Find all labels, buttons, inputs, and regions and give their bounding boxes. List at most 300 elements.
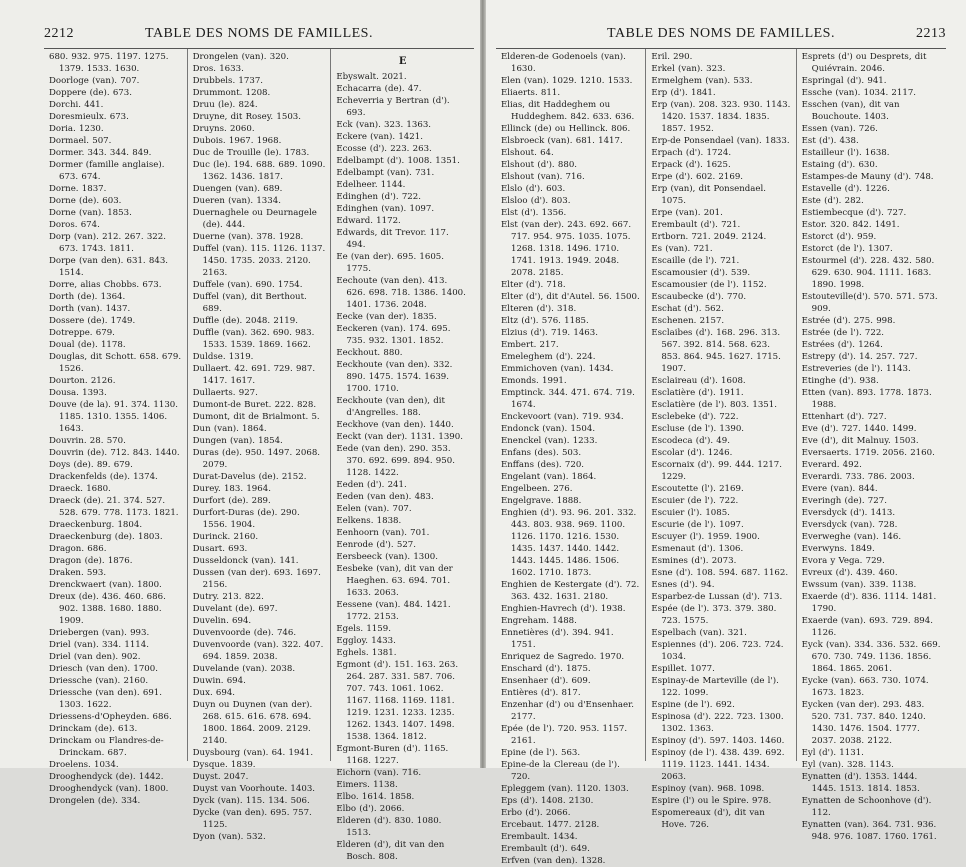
index-entry: Eckere (van). 1421. xyxy=(336,132,423,142)
index-entry: Edwards, dit Trevor. 117. 494. xyxy=(336,228,449,250)
index-entry: Erp (van). 208. 323. 930. 1143. 1420. 1537. 1834. 1835. 1857. 1952. xyxy=(651,100,791,134)
index-entry: Estourmel (d'). 228. 432. 580. 629. 630. 904. 1111. 1683. 1890. 1998. xyxy=(801,256,935,290)
index-entry: Elbo (d'). 2066. xyxy=(336,804,405,814)
right-page xyxy=(486,0,966,866)
index-entry: Engelant (van). 1864. xyxy=(501,472,597,482)
index-entry: Doual (de). 1178. xyxy=(49,340,126,350)
index-entry: Erp-de Ponsendael (van). 1833. xyxy=(651,136,790,146)
index-entry: Elshout (van). 716. xyxy=(501,172,585,182)
index-entry: Emmichoven (van). 1434. xyxy=(501,364,614,374)
index-entry: Eimers. 1138. xyxy=(336,780,398,790)
index-entry: Douglas, dit Schott. 658. 679. 1526. xyxy=(49,352,182,374)
index-entry: Erpack (d'). 1625. xyxy=(651,160,731,170)
index-entry: Erp (d'). 1841. xyxy=(651,88,716,98)
index-entry: Engelgrave. 1888. xyxy=(501,496,582,506)
index-entry: Ettenhart (d'). 727. xyxy=(801,412,887,422)
index-entry: Ensenhaer (d'). 609. xyxy=(501,676,591,686)
index-entry: Draeckenburg (de). 1803. xyxy=(49,532,163,542)
index-entry: Eps (d'). 1408. 2130. xyxy=(501,796,594,806)
index-entry: Enghien-Havrech (d'). 1938. xyxy=(501,604,626,614)
index-entry: Dossere (de). 1749. xyxy=(49,316,136,326)
index-entry: Duengen (van). 689. xyxy=(192,184,283,194)
index-entry: Doppere (de). 673. xyxy=(49,88,132,98)
index-entry: Enghien (d'). 93. 96. 201. 332. 443. 803. 938. 969. 1100. 1126. 1170. 1216. 1530. 1435. 1437. 1440. 1442. 1443. 1445. 1486. 1506. 1602. 1710. 1873. xyxy=(501,508,637,578)
index-entry: Estrée (d'). 275. 998. xyxy=(801,316,896,326)
index-entry: Durey. 183. 1964. xyxy=(192,484,271,494)
index-entry: Dubois. 1967. 1968. xyxy=(192,136,282,146)
index-entry: Epée (de l'). 720. 953. 1157. 2161. xyxy=(501,724,628,746)
index-entry: Esmenaut (d'). 1306. xyxy=(651,544,744,554)
index-entry: Dux. 694. xyxy=(192,688,236,698)
index-entry: Eversaerts. 1719. 2056. 2160. xyxy=(801,448,935,458)
index-entry: Drongelen (de). 334. xyxy=(49,796,141,806)
index-entry: Drooghendyck (van). 1800. xyxy=(49,784,169,794)
index-entry: Esparbez-de Lussan (d'). 713. xyxy=(651,592,783,602)
index-entry: Elst (van der). 243. 692. 667. 717. 954. 975. 1035. 1075. 1268. 1318. 1496. 1710. 1741. 1913. 1949. 2048. 2078. 2185. xyxy=(501,220,632,278)
index-entry: Eeckeren (van). 174. 695. 735. 932. 1301. 1852. xyxy=(336,324,451,346)
index-entry: Duffle (van). 362. 690. 983. 1533. 1539. 1869. 1662. xyxy=(192,328,315,350)
index-entry: Drooghendyck (de). 1442. xyxy=(49,772,164,782)
index-entry: Eschenen. 2157. xyxy=(651,316,725,326)
index-entry: Elderen-de Godenoels (van). 1630. xyxy=(501,52,626,74)
index-entry: Eeckt (van der). 1131. 1390. xyxy=(336,432,463,442)
index-entry: Dragon (de). 1876. xyxy=(49,556,133,566)
right-page-title: TABLE DES NOMS DE FAMILLES. xyxy=(607,26,835,41)
index-entry: Entières (d'). 817. xyxy=(501,688,581,698)
index-entry: Erembault. 1434. xyxy=(501,832,578,842)
index-entry: Dusart. 693. xyxy=(192,544,248,554)
index-entry: Espinoy (d'). 597. 1403. 1460. xyxy=(651,736,785,746)
index-entry: Exaerde (van). 693. 729. 894. 1126. xyxy=(801,616,933,638)
left-page-number: 2212 xyxy=(44,26,74,41)
index-entry: Dousa. 1393. xyxy=(49,388,107,398)
index-entry: Espinoy (van). 968. 1098. xyxy=(651,784,765,794)
index-entry: Essen (van). 726. xyxy=(801,124,878,134)
index-entry: Eycke (van). 663. 730. 1074. 1673. 1823. xyxy=(801,676,929,698)
index-entry: Exaerde (d'). 836. 1114. 1481. 1790. xyxy=(801,592,937,614)
index-entry: Duyst van Voorhoute. 1403. xyxy=(192,784,316,794)
index-entry: Dullaert. 42. 691. 729. 987. 1417. 1617. xyxy=(192,364,316,386)
index-entry: Elshout (d'). 880. xyxy=(501,160,578,170)
index-entry: Elzius (d'). 719. 1463. xyxy=(501,328,598,338)
index-entry: Escamousier (d'). 539. xyxy=(651,268,751,278)
index-entry: Ercebaut. 1477. 2128. xyxy=(501,820,600,830)
index-entry: Elst (d'). 1356. xyxy=(501,208,567,218)
index-entry: Eessene (van). 484. 1421. 1772. 2153. xyxy=(336,600,451,622)
index-entry: Escuyer (l'). 1959. 1900. xyxy=(651,532,760,542)
index-entry: Eyl (van). 328. 1143. xyxy=(801,760,894,770)
index-entry: Espelbach (van). 321. xyxy=(651,628,747,638)
index-entry: Essche (van). 1034. 2117. xyxy=(801,88,917,98)
index-entry: Eynatten (van). 364. 731. 936. 948. 976. 1087. 1760. 1761. xyxy=(801,820,937,842)
index-entry: Edinghen (d'). 722. xyxy=(336,192,421,202)
index-entry: Draeck. 1680. xyxy=(49,484,111,494)
index-entry: Eesbeke (van), dit van der Haeghen. 63. 694. 701. 1633. 2063. xyxy=(336,564,453,598)
index-entry: Eril. 290. xyxy=(651,52,693,62)
index-entry: Durfort (de). 289. xyxy=(192,496,271,506)
index-entry: Enghien de Kestergate (d'). 72. 363. 432. 1631. 2180. xyxy=(501,580,640,602)
index-entry: Elsbroeck (van). 681. 1417. xyxy=(501,136,623,146)
index-entry: Dun (van). 1864. xyxy=(192,424,267,434)
index-entry: Durfort-Duras (de). 290. 1556. 1904. xyxy=(192,508,300,530)
index-entry: Escuier (de l'). 722. xyxy=(651,496,739,506)
index-entry: Eechoute (van den). 413. 626. 698. 718. 1386. 1400. 1401. 1736. 2048. xyxy=(336,276,466,310)
index-entry: Espinoy (de l'). 438. 439. 692. 1119. 1123. 1441. 1434. 2063. xyxy=(651,748,785,782)
index-entry: Elderen (d'), dit van den Bosch. 808. xyxy=(336,840,445,862)
left-running-head xyxy=(44,26,474,48)
index-entry: Espinay-de Marteville (de l'). 122. 1099. xyxy=(651,676,779,698)
index-entry: Edelbampt (van). 731. xyxy=(336,168,435,178)
index-entry: Drenckwaert (van). 1800. xyxy=(49,580,162,590)
left-column-1 xyxy=(44,49,188,806)
index-entry: Esnes (d'). 94. xyxy=(651,580,715,590)
index-entry: Draken. 593. xyxy=(49,568,107,578)
index-entry: Esclatière (de l'). 803. 1351. xyxy=(651,400,777,410)
index-entry: Dormer. 343. 344. 849. xyxy=(49,148,152,158)
index-entry: Espinosa (d'). 222. 723. 1300. 1302. 1363. xyxy=(651,712,784,734)
index-entry: Estrées (d'). 1264. xyxy=(801,340,883,350)
index-entry: Dumont, dit de Brialmont. 5. xyxy=(192,412,320,422)
index-entry: Drackenfelds (de). 1374. xyxy=(49,472,158,482)
index-entry: Driel (van). 334. 1114. xyxy=(49,640,149,650)
index-entry: Drongelen (van). 320. xyxy=(192,52,289,62)
index-entry: Enriquez de Sagredo. 1970. xyxy=(501,652,625,662)
index-entry: Everwyns. 1849. xyxy=(801,544,875,554)
index-entry: Esclaireau (d'). 1608. xyxy=(651,376,746,386)
index-entry: Elteren (d'). 318. xyxy=(501,304,577,314)
index-entry: Erbo (d'). 2066. xyxy=(501,808,571,818)
index-entry: Espée (de l'). 373. 379. 380. 723. 1575. xyxy=(651,604,777,626)
index-entry: Epine-de la Clereau (de l'). 720. xyxy=(501,760,620,782)
index-entry: Erpe (d'). 602. 2169. xyxy=(651,172,744,182)
index-entry: Elslo (d'). 603. xyxy=(501,184,566,194)
right-column-1 xyxy=(496,49,646,866)
index-entry: Dorchi. 441. xyxy=(49,100,104,110)
index-entry: Eelen (van). 707. xyxy=(336,504,412,514)
index-entry: Escamousier (de l'). 1152. xyxy=(651,280,767,290)
index-entry: Duvelande (van). 2038. xyxy=(192,664,296,674)
index-entry: Erembault (d'). 649. xyxy=(501,844,590,854)
index-entry: Ennetières (d'). 394. 941. 1751. xyxy=(501,628,614,650)
index-entry: Epine (de l'). 563. xyxy=(501,748,581,758)
index-entry: Dorne. 1837. xyxy=(49,184,107,194)
index-entry: Dorre, alias Chobbs. 673. xyxy=(49,280,162,290)
index-entry: Eede (van den). 290. 353. 370. 692. 699. 894. 950. 1128. 1422. xyxy=(336,444,455,478)
index-entry: Enffans (des). 720. xyxy=(501,460,585,470)
index-entry: Duyn ou Duynen (van der). 268. 615. 616. 678. 694. 1800. 1864. 2009. 2129. 2140. xyxy=(192,700,313,746)
left-index-columns xyxy=(44,48,474,862)
right-page-number: 2213 xyxy=(916,26,946,41)
index-entry: Este (d'). 282. xyxy=(801,196,864,206)
right-running-head xyxy=(496,26,946,48)
index-entry: Dussen (van der). 693. 1697. 2156. xyxy=(192,568,321,590)
index-entry: Dorne (van). 1853. xyxy=(49,208,132,218)
index-entry: Espine (de l'). 692. xyxy=(651,700,735,710)
index-entry: Duvelin. 694. xyxy=(192,616,252,626)
index-entry: Edelbampt (d'). 1008. 1351. xyxy=(336,156,460,166)
index-entry: Epleggem (van). 1120. 1303. xyxy=(501,784,629,794)
index-entry: Eeden (d'). 241. xyxy=(336,480,407,490)
index-entry: Engelbeen. 276. xyxy=(501,484,573,494)
index-entry: Dyck (van). 115. 134. 506. xyxy=(192,796,310,806)
index-entry: Elshout. 64. xyxy=(501,148,554,158)
index-entry: Douvrin. 28. 570. xyxy=(49,436,126,446)
index-entry: Egmont (d'). 151. 163. 263. 264. 287. 331. 587. 706. 707. 743. 1061. 1062. 1167. 1168. 1169. 1181. 1219. 1231. 1233. 1235. 1262. 1343. 1407. 1498. 1538. 1364. 1812. xyxy=(336,660,459,742)
index-entry: Dotreppe. 679. xyxy=(49,328,115,338)
right-column-2 xyxy=(646,49,796,830)
index-entry: Dormer (famille anglaise). 673. 674. xyxy=(49,160,165,182)
index-entry: Eyck (van). 334. 336. 532. 669. 670. 730. 749. 1136. 1856. 1864. 1865. 2061. xyxy=(801,640,941,674)
index-entry: Escuier (l'). 1085. xyxy=(651,508,730,518)
index-entry: Erpe (van). 201. xyxy=(651,208,723,218)
index-entry: Escornaix (d'). 99. 444. 1217. 1229. xyxy=(651,460,782,482)
index-entry: Druu (le). 824. xyxy=(192,100,258,110)
index-entry: Eversdyck (d'). 1413. xyxy=(801,508,896,518)
index-entry: Elter (d'), dit d'Autel. 56. 1500. xyxy=(501,292,640,302)
index-entry: Drinckam (de). 613. xyxy=(49,724,138,734)
index-entry: Duvenvoorde (van). 322. 407. 694. 1859. 2038. xyxy=(192,640,324,662)
index-entry: Etinghe (d'). 938. xyxy=(801,376,879,386)
index-entry: Duffel (van), dit Berthout. 689. xyxy=(192,292,307,314)
index-entry: Espomereaux (d'), dit van Hove. 726. xyxy=(651,808,765,830)
index-entry: Edinghen (van). 1097. xyxy=(336,204,435,214)
index-entry: Escluse (de l'). 1390. xyxy=(651,424,745,434)
index-entry: Draeckenburg. 1804. xyxy=(49,520,143,530)
index-entry: Duyst. 2047. xyxy=(192,772,249,782)
index-entry: Drinckam ou Flandres-de-Drinckam. 687. xyxy=(49,736,164,758)
index-entry: Duvelant (de). 697. xyxy=(192,604,278,614)
index-entry: Druyne, dit Rosey. 1503. xyxy=(192,112,301,122)
index-entry: Evora y Vega. 729. xyxy=(801,556,885,566)
index-entry: Durat-Davelus (de). 2152. xyxy=(192,472,307,482)
index-entry: Doorloge (van). 707. xyxy=(49,76,140,86)
index-entry: Echacarra (de). 47. xyxy=(336,84,422,94)
index-entry: Endonck (van). 1504. xyxy=(501,424,596,434)
section-letter: E xyxy=(398,56,407,67)
index-entry: Eeden (van den). 483. xyxy=(336,492,434,502)
index-entry: Erfven (van den). 1328. xyxy=(501,856,606,866)
index-entry: Emonds. 1991. xyxy=(501,376,567,386)
index-entry: Dullaerts. 927. xyxy=(192,388,258,398)
index-entry: Es (van). 721. xyxy=(651,244,713,254)
index-entry: Ellinck (de) ou Hellinck. 806. xyxy=(501,124,631,134)
index-entry: Dorpe (van den). 631. 843. 1514. xyxy=(49,256,169,278)
index-entry: Droelens. 1034. xyxy=(49,760,119,770)
index-entry: Eenhoorn (van). 701. xyxy=(336,528,430,538)
index-entry: Dueren (van). 1334. xyxy=(192,196,281,206)
index-entry: Doros. 674. xyxy=(49,220,100,230)
index-entry: Espiennes (d'). 206. 723. 724. 1034. xyxy=(651,640,784,662)
index-entry: Estampes-de Mauny (d'). 748. xyxy=(801,172,934,182)
index-entry: Engreham. 1488. xyxy=(501,616,577,626)
index-entry: Duffel (van). 115. 1126. 1137. 1450. 1735. 2033. 2120. 2163. xyxy=(192,244,326,278)
index-entry: Egmont-Buren (d'). 1165. 1168. 1227. xyxy=(336,744,449,766)
index-entry: Esprets (d') ou Desprets, dit Quiévrain. 2046. xyxy=(801,52,927,74)
right-index-columns xyxy=(496,48,946,866)
index-entry: Draeck (de). 21. 374. 527. 528. 679. 778. 1173. 1821. xyxy=(49,496,179,518)
index-entry: Estrée (de l'). 722. xyxy=(801,328,885,338)
index-entry: Doria. 1230. xyxy=(49,124,104,134)
index-entry: Driessens-d'Opheyden. 686. xyxy=(49,712,172,722)
index-entry: Eschat (d'). 562. xyxy=(651,304,724,314)
index-entry: Edelheer. 1144. xyxy=(336,180,406,190)
index-entry: Estouteville(d'). 570. 571. 573. 909. xyxy=(801,292,938,314)
index-entry: Esclaibes (d'). 168. 296. 313. 567. 392. 814. 568. 623. 853. 864. 945. 1627. 1715. 1907. xyxy=(651,328,781,374)
left-column-3 xyxy=(331,49,474,862)
index-entry: Espire (l') ou le Spire. 978. xyxy=(651,796,772,806)
index-entry: Eeckhoute (van den), dit d'Angrelles. 188. xyxy=(336,396,445,418)
index-entry: Douve (de la). 91. 374. 1130. 1185. 1310. 1355. 1406. 1643. xyxy=(49,400,178,434)
index-entry: Erpach (d'). 1724. xyxy=(651,148,732,158)
index-entry: Dungen (van). 1854. xyxy=(192,436,283,446)
index-entry: Ermelghem (van). 533. xyxy=(651,76,753,86)
index-entry: Eenrode (d'). 527. xyxy=(336,540,417,550)
index-entry: Eversdyck (van). 728. xyxy=(801,520,898,530)
index-entry: Drubbels. 1737. xyxy=(192,76,264,86)
index-entry: Duffele (van). 690. 1754. xyxy=(192,280,303,290)
index-entry: Elbo. 1614. 1858. xyxy=(336,792,415,802)
index-entry: Enschard (d'). 1875. xyxy=(501,664,591,674)
index-entry: Eycken (van der). 293. 483. 520. 731. 737. 840. 1240. 1430. 1476. 1504. 1777. 2037. 2038. 2122. xyxy=(801,700,926,746)
index-entry: Eeckhout. 880. xyxy=(336,348,403,358)
index-entry: Esschen (van), dit van Bouchoute. 1403. xyxy=(801,100,900,122)
index-entry: Everweghe (van). 146. xyxy=(801,532,902,542)
index-entry: Driel (van den). 902. xyxy=(49,652,141,662)
index-entry: Eve (d'). 727. 1440. 1499. xyxy=(801,424,917,434)
index-entry: Esclebeke (d'). 722. xyxy=(651,412,739,422)
index-entry: Ecosse (d'). 223. 263. xyxy=(336,144,432,154)
index-entry: Etten (van). 893. 1778. 1873. 1988. xyxy=(801,388,932,410)
index-entry: Erp (van), dit Ponsendael. 1075. xyxy=(651,184,766,206)
index-entry: Eve (d'), dit Malnuy. 1503. xyxy=(801,436,919,446)
index-entry: Espringal (d'). 941. xyxy=(801,76,887,86)
index-entry: Dormael. 507. xyxy=(49,136,112,146)
index-entry: Enzenhar (d') ou d'Ensenhaer. 2177. xyxy=(501,700,635,722)
index-entry: Driebergen (van). 993. xyxy=(49,628,150,638)
index-entry: Escaille (de l'). 721. xyxy=(651,256,740,266)
index-entry: Dycke (van den). 695. 757. 1125. xyxy=(192,808,312,830)
index-entry: Douvrin (de). 712. 843. 1440. xyxy=(49,448,180,458)
index-entry: Dorth (de). 1364. xyxy=(49,292,126,302)
right-column-3 xyxy=(797,49,946,842)
index-entry: Elsloo (d'). 803. xyxy=(501,196,571,206)
index-entry: Durinck. 2160. xyxy=(192,532,259,542)
index-entry: Estorct (de l'). 1307. xyxy=(801,244,893,254)
index-entry: Dorth (van). 1437. xyxy=(49,304,131,314)
index-entry: Elter (d'). 718. xyxy=(501,280,566,290)
index-entry: Escodeca (d'). 49. xyxy=(651,436,730,446)
index-entry: Driesch (van den). 1700. xyxy=(49,664,158,674)
index-entry: Emeleghem (d'). 224. xyxy=(501,352,596,362)
index-entry: Doresmieulx. 673. xyxy=(49,112,129,122)
index-entry: Doys (de). 89. 679. xyxy=(49,460,133,470)
index-entry: Esne (d'). 108. 594. 687. 1162. xyxy=(651,568,789,578)
index-entry: Erkel (van). 323. xyxy=(651,64,726,74)
index-entry: Duerne (van). 378. 1928. xyxy=(192,232,304,242)
index-entry: Eynatten (d'). 1353. 1444. 1445. 1513. 1814. 1853. xyxy=(801,772,920,794)
index-entry: Eyl (d'). 1131. xyxy=(801,748,864,758)
index-entry: Ewssum (van). 339. 1138. xyxy=(801,580,917,590)
index-entry: Esmines (d'). 2073. xyxy=(651,556,737,566)
index-entry: Duernaghele ou Deurnagele (de). 444. xyxy=(192,208,317,230)
index-entry: Dusseldonck (van). 141. xyxy=(192,556,299,566)
index-entry: Eggloy. 1433. xyxy=(336,636,396,646)
index-entry: Dumont-de Buret. 222. 828. xyxy=(192,400,317,410)
index-entry: Dysque. 1839. xyxy=(192,760,256,770)
index-entry: Erembault (d'). 721. xyxy=(651,220,741,230)
index-entry: Duldse. 1319. xyxy=(192,352,254,362)
index-entry: Dros. 1633. xyxy=(192,64,244,74)
index-entry: Dourton. 2126. xyxy=(49,376,116,386)
index-entry: Embert. 217. xyxy=(501,340,559,350)
index-entry: Estreveries (de l'). 1143. xyxy=(801,364,911,374)
index-entry: Driessche (van). 2160. xyxy=(49,676,149,686)
index-entry: Duc (le). 194. 688. 689. 1090. 1362. 1436. 1817. xyxy=(192,160,326,182)
index-entry: Duffle (de). 2048. 2119. xyxy=(192,316,298,326)
index-entry: Enenckel (van). 1233. xyxy=(501,436,598,446)
index-entry: Duwin. 694. xyxy=(192,676,246,686)
index-entry: Evere (van). 844. xyxy=(801,484,878,494)
index-entry: Duc de Trouille (le). 1783. xyxy=(192,148,310,158)
index-entry: Eliaerts. 811. xyxy=(501,88,561,98)
index-entry: Eeckhove (van den). 1440. xyxy=(336,420,454,430)
index-entry: Egels. 1159. xyxy=(336,624,391,634)
index-entry: Esclatière (d'). 1911. xyxy=(651,388,744,398)
index-entry: Ertborn. 721. 2049. 2124. xyxy=(651,232,767,242)
index-entry: Escurie (de l'). 1097. xyxy=(651,520,744,530)
index-entry: Estrepy (d'). 14. 257. 727. xyxy=(801,352,918,362)
index-entry: Escaubecke (d'). 770. xyxy=(651,292,747,302)
index-entry: Evreux (d'). 439. 460. xyxy=(801,568,898,578)
index-entry: Enckevoort (van). 719. 934. xyxy=(501,412,624,422)
index-entry: Estavelle (d'). 1226. xyxy=(801,184,890,194)
index-entry: Druyns. 2060. xyxy=(192,124,255,134)
index-entry: Eghels. 1381. xyxy=(336,648,397,658)
index-entry: Eck (van). 323. 1363. xyxy=(336,120,432,130)
index-entry: Estailleur (l'). 1638. xyxy=(801,148,890,158)
index-entry: Dyon (van). 532. xyxy=(192,832,266,842)
index-entry: 680. 932. 975. 1197. 1275. 1379. 1533. 1630. xyxy=(49,52,169,74)
index-entry: Emptinck. 344. 471. 674. 719. 1674. xyxy=(501,388,635,410)
index-entry: Escoutette (l'). 2169. xyxy=(651,484,744,494)
index-entry: Est (d'). 438. xyxy=(801,136,859,146)
index-entry: Ebyswalt. 2021. xyxy=(336,72,407,82)
index-entry: Everard. 492. xyxy=(801,460,862,470)
index-entry: Echeverria y Bertran (d'). 693. xyxy=(336,96,450,118)
left-column-2 xyxy=(188,49,332,842)
index-entry: Eltz (d'). 576. 1185. xyxy=(501,316,589,326)
index-entry: Eelkens. 1838. xyxy=(336,516,402,526)
index-entry: Enfans (des). 503. xyxy=(501,448,582,458)
index-entry: Duvenvoorde (de). 746. xyxy=(192,628,297,638)
index-entry: Estor. 320. 842. 1491. xyxy=(801,220,900,230)
index-entry: Duysbourg (van). 64. 1941. xyxy=(192,748,314,758)
index-entry: Edward. 1172. xyxy=(336,216,401,226)
index-entry: Dutry. 213. 822. xyxy=(192,592,264,602)
index-entry: Dragon. 686. xyxy=(49,544,107,554)
index-entry: Elen (van). 1029. 1210. 1533. xyxy=(501,76,633,86)
index-entry: Driessche (van den). 691. 1303. 1622. xyxy=(49,688,162,710)
index-entry: Eichorn (van). 716. xyxy=(336,768,422,778)
index-entry: Dorne (de). 603. xyxy=(49,196,122,206)
index-entry: Ee (van der). 695. 1605. 1775. xyxy=(336,252,445,274)
index-entry: Eecke (van der). 1835. xyxy=(336,312,437,322)
index-entry: Escolar (d'). 1246. xyxy=(651,448,733,458)
index-entry: Estiembecque (d'). 727. xyxy=(801,208,907,218)
index-entry: Espillet. 1077. xyxy=(651,664,715,674)
index-entry: Drummont. 1208. xyxy=(192,88,271,98)
index-entry: Eeckhoute (van den). 332. 890. 1475. 1574. 1639. 1700. 1710. xyxy=(336,360,453,394)
